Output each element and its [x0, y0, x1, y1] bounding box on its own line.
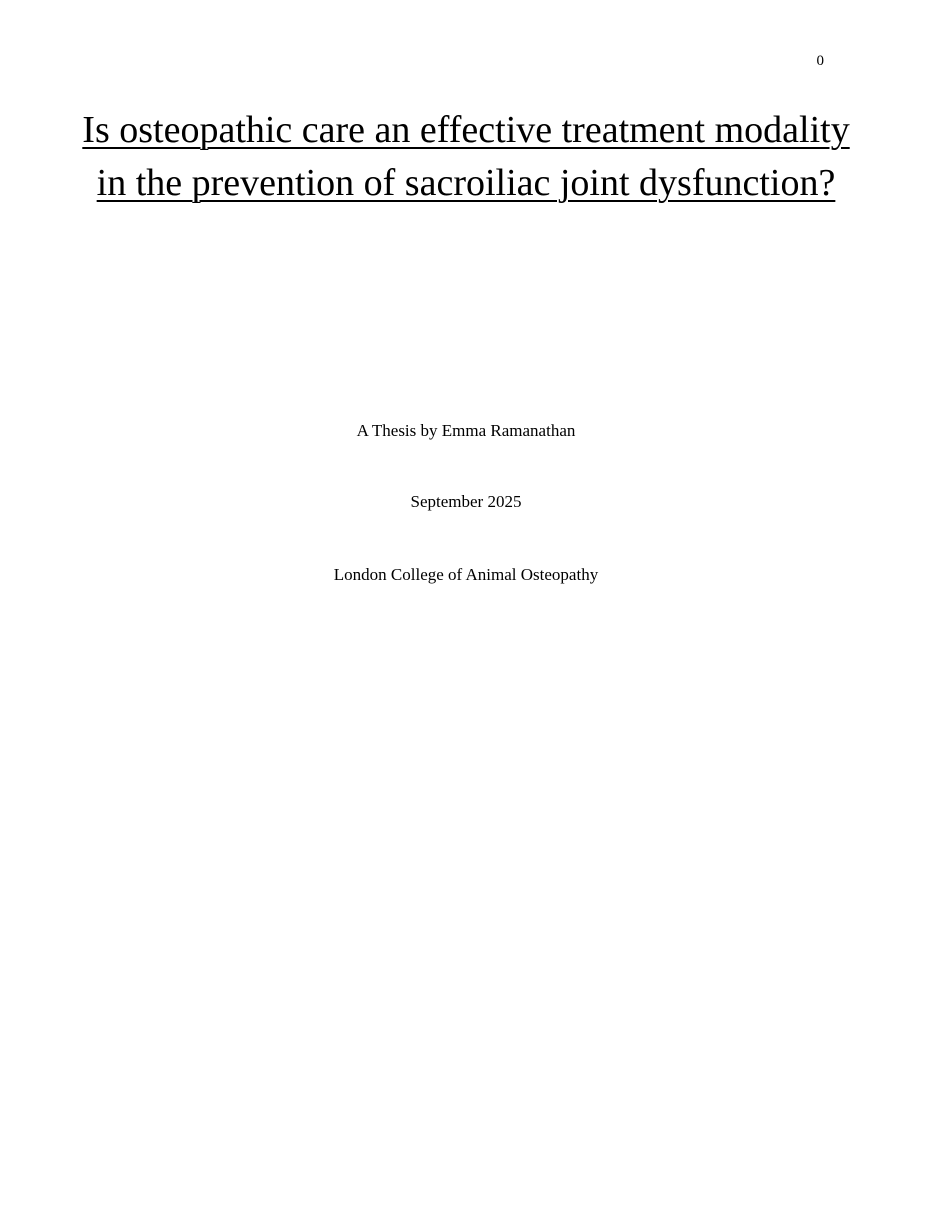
author-line: A Thesis by Emma Ramanathan: [356, 421, 576, 440]
submission-date: September 2025: [410, 492, 522, 511]
institution-name: London College of Animal Osteopathy: [333, 565, 599, 584]
thesis-title: Is osteopathic care an effective treatment modality in the prevention of sacroiliac joint dysfunction?: [82, 109, 850, 204]
page-number: 0: [816, 53, 824, 69]
